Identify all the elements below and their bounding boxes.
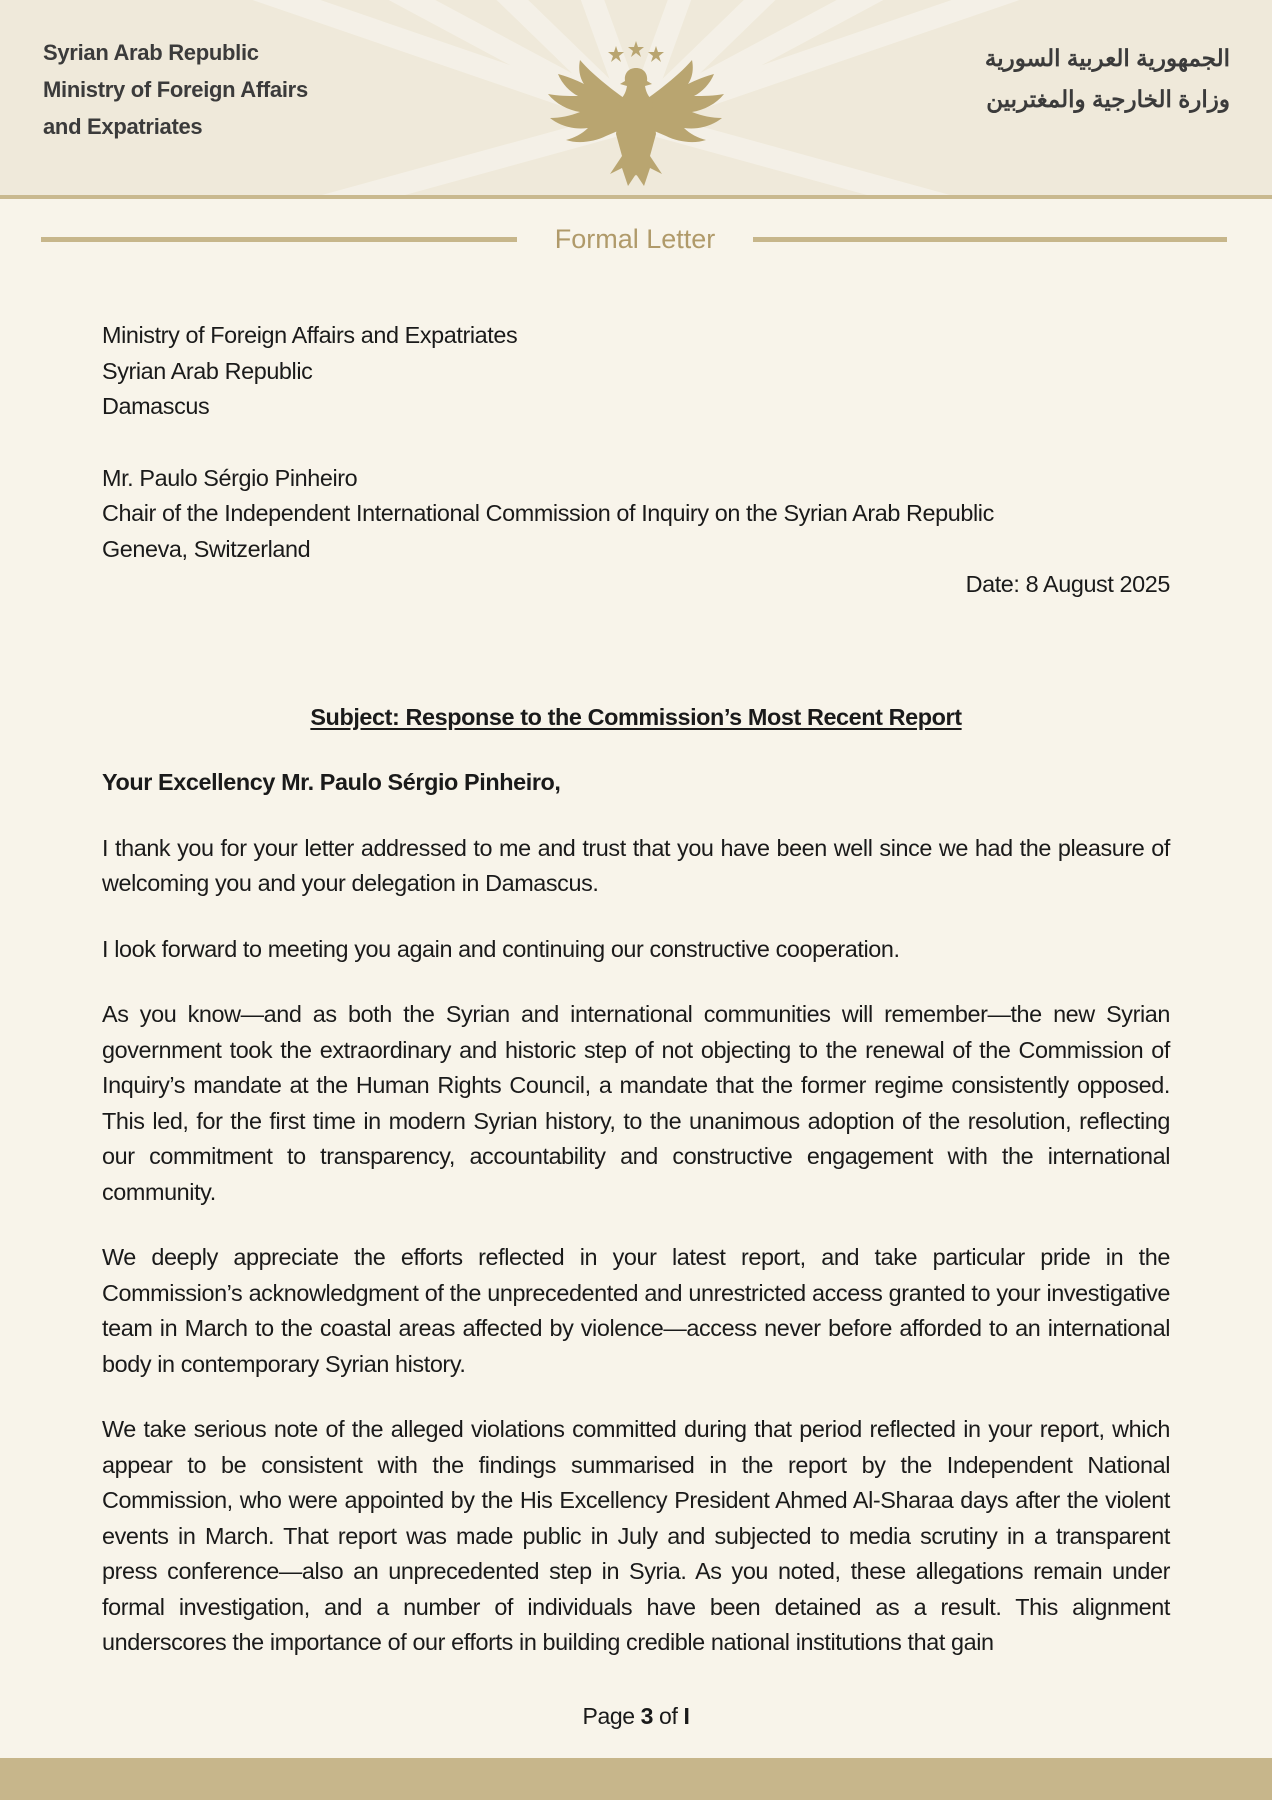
title-divider-right (753, 237, 1227, 242)
header-arabic-line: الجمهورية العربية السورية (984, 45, 1230, 71)
document-title-row (41, 222, 1227, 256)
letter-subject: Subject: Response to the Commission’s Most Recent Report (310, 703, 962, 730)
paragraph: We take serious note of the alleged violations committed during that period reflected in your report, which appear to be consistent with the findings summarised in the report by the Independent National Commission, who were appointed by the His Excellency President Ahmed Al-Sharaa days after the violent events in March. That report was made public in July and subjected to media scrutiny in a transparent press conference—also an unprecedented step in Syria. As you noted, these allegations remain under formal investigation, and a number of individuals have been detained as a result. This alignment underscores the importance of our efforts in building credible national institutions that gain (102, 1416, 1170, 1655)
header-arabic (985, 38, 1230, 120)
letter-date: Date: 8 August 2025 (965, 571, 1170, 597)
letter-body (102, 318, 1170, 1661)
header-arabic-line: وزارة الخارجية والمغتربين (986, 86, 1230, 112)
footer-band (0, 1758, 1272, 1800)
paragraph: I look forward to meeting you again and continuing our constructive cooperation. (102, 935, 900, 962)
header-english-line: and Expatriates (43, 114, 203, 139)
recipient-line: Geneva, Switzerland (102, 535, 311, 562)
letterhead (0, 0, 1272, 199)
eagle-emblem-icon (540, 38, 732, 190)
page-total: I (683, 1703, 690, 1729)
page-of: of (653, 1703, 684, 1729)
sender-address (102, 318, 1170, 425)
recipient-address (102, 461, 1170, 568)
document-title: Formal Letter (554, 224, 716, 254)
paragraph: We deeply appreciate the efforts reflected in your latest report, and take particular pride in the Commission’s acknowledgment of the unprecedented and unrestricted access granted to your investigative team in March to the coastal areas affected by violence—access never before afforded to an international body in contemporary Syrian history. (102, 1244, 1170, 1377)
header-english (43, 34, 308, 145)
paragraph: As you know—and as both the Syrian and international communities will remember—the new Syrian government took the extraordinary and historic step of not objecting to the renewal of the Commission of Inquiry’s mandate at the Human Rights Council, a mandate that the former regime consistently opposed. This led, for the first time in modern Syrian history, to the unanimous adoption of the resolution, reflecting our commitment to transparency, accountability and constructive engagement with the international community. (102, 1001, 1170, 1205)
title-divider-left (41, 237, 517, 242)
page-prefix: Page (582, 1703, 641, 1729)
sender-line: Damascus (102, 393, 210, 419)
sender-line: Syrian Arab Republic (102, 357, 313, 384)
sender-line: Ministry of Foreign Affairs and Expatriates (102, 322, 518, 348)
recipient-line: Chair of the Independent International Commission of Inquiry on the Syrian Arab Republic (102, 500, 994, 526)
salutation: Your Excellency Mr. Paulo Sérgio Pinheiro, (102, 769, 561, 795)
page-current: 3 (640, 1703, 654, 1729)
paragraph: I thank you for your letter addressed to me and trust that you have been well since we had the pleasure of welcoming you and your delegation in Damascus. (102, 834, 1170, 896)
header-english-line: Ministry of Foreign Affairs (43, 77, 308, 102)
header-english-line: Syrian Arab Republic (43, 40, 259, 65)
page-number (0, 1703, 1272, 1730)
recipient-line: Mr. Paulo Sérgio Pinheiro (102, 464, 358, 491)
